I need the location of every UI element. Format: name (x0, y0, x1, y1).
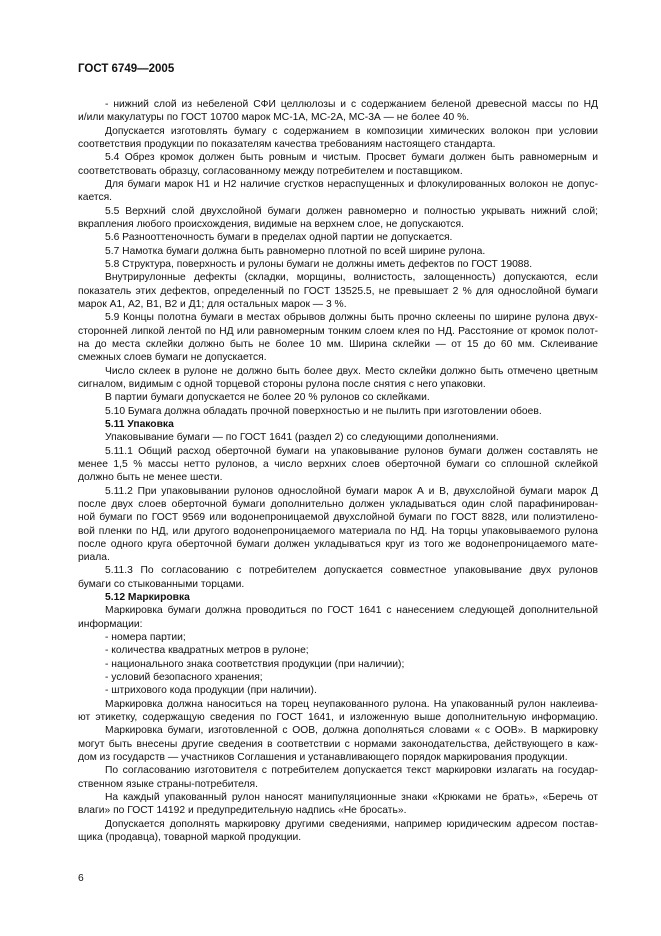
text-line: 5.10 Бумага должна обладать прочной поверхностью и не пылить при изготовлении обоев. (105, 405, 542, 417)
text-line: информации: (78, 618, 143, 630)
text-line: По согласованию изготовителя с потребителем допускается текст маркировки излагать на государ- (105, 765, 598, 777)
paragraph (78, 258, 598, 271)
text-line: сторонней липкой лентой по НД или равномерным тонким слоем клея по НД. Расстояние от кромок полот- (78, 325, 598, 337)
text-line: щика (продавца), товарной маркой продукции. (78, 832, 302, 844)
text-line: и/или макулатуры по ГОСТ 10700 марок МС-1А, МС-2А, МС-3А — не более 40 %. (78, 112, 470, 124)
paragraph (78, 818, 598, 845)
text-line: вкрапления любого происхождения, видимые на верхнем слое, не допускаются. (78, 218, 464, 230)
text-line: Маркировка бумаги, изготовленной с ООВ, должна дополняться словами « с ООВ». В маркировку (105, 725, 598, 737)
text-line: 5.6 Разнооттеночность бумаги в пределах одной партии не допускается. (105, 232, 453, 244)
text-line: дом из государств — участников Соглашения и устанавливающего порядок маркирования продукции. (78, 752, 568, 764)
text-line: влаги» по ГОСТ 14192 и предупредительную надпись «Не бросать». (78, 805, 407, 817)
paragraph (78, 698, 598, 725)
paragraph (78, 405, 598, 418)
text-line: ственном языке страны-потребителя. (78, 778, 258, 790)
document-body (78, 98, 598, 844)
paragraph (78, 658, 598, 671)
text-line: 5.9 Концы полотна бумаги в местах обрывов должны быть прочно склеены по ширине рулона двух- (105, 312, 598, 324)
paragraph (78, 764, 598, 791)
text-line: 5.11.3 По согласованию с потребителем допускается совместное упаковывание двух рулонов (105, 565, 598, 577)
section-heading (78, 591, 598, 604)
text-line: 5.7 Намотка бумаги должна быть равномерно плотной по всей ширине рулона. (105, 245, 486, 257)
text-line: - нижний слой из небеленой СФИ целлюлозы и с содержанием беленой древесной массы по НД (105, 99, 598, 110)
paragraph (78, 631, 598, 644)
paragraph (78, 98, 598, 125)
text-line: Внутрирулонные дефекты (складки, морщины, волнистость, залощенность) допускаются, если (105, 272, 598, 284)
text-line: вой пленки по НД, или другого водонепроницаемого материала по НД. На торцы упаковываемого рулона (78, 525, 598, 537)
text-line: - условий безопасного хранения; (105, 672, 263, 684)
text-line: смежных слоев бумаги не допускается. (78, 352, 267, 364)
paragraph (78, 564, 598, 591)
paragraph (78, 178, 598, 205)
text-line: Упаковывание бумаги — по ГОСТ 1641 (раздел 2) со следующими дополнениями. (105, 432, 499, 444)
paragraph (78, 231, 598, 244)
document-header: ГОСТ 6749—2005 (78, 63, 175, 75)
text-line: - количества квадратных метров в рулоне; (105, 645, 309, 657)
text-line: должно быть не менее шести. (78, 472, 223, 484)
text-line: сигналом, видимым с одной торцевой стороны рулона после снятия с него упаковки. (78, 378, 486, 390)
paragraph (78, 684, 598, 697)
paragraph (78, 644, 598, 657)
paragraph (78, 151, 598, 178)
paragraph (78, 125, 598, 152)
paragraph (78, 311, 598, 364)
paragraph (78, 604, 598, 631)
text-line: 5.4 Обрез кромок должен быть ровным и чистым. Просвет бумаги должен быть равномерным и (105, 152, 598, 164)
text-line: могут быть внесены другие сведения в соответствии с нормами законодательства, действующего в каж- (78, 738, 598, 750)
text-line: 5.11.2 При упаковывании рулонов однослойной бумаги марок А и В, двухслойной бумаги марок Д (105, 485, 598, 497)
text-line: показатель этих дефектов, определенный по ГОСТ 13525.5, не превышает 2 % для однослойной бумаги (78, 285, 598, 297)
text-line: ной бумаги по ГОСТ 9569 или водонепроницаемой двухслойной бумаги по ГОСТ 8828, или полиэтилено- (78, 512, 598, 524)
paragraph (78, 391, 598, 404)
text-line: На каждый упакованный рулон наносят манипуляционные знаки «Крюками не брать», «Беречь от (105, 792, 598, 804)
paragraph (78, 485, 598, 565)
text-line: 5.11 Упаковка (105, 418, 174, 430)
text-line: после одного круга оберточной бумаги должен укладываться круг из того же водонепроницаемого мате- (78, 538, 598, 550)
text-line: марок А1, А2, В1, В2 и Д1; для остальных марок — 3 %. (78, 298, 347, 310)
text-line: риала. (78, 552, 110, 564)
text-line: - номера партии; (105, 632, 186, 644)
text-line: Маркировка должна наноситься на торец неупакованного рулона. На упакованный рулон наклеива- (105, 698, 598, 710)
text-line: бумаги со стыкованными торцами. (78, 578, 245, 590)
text-line: - штрихового кода продукции (при наличии). (105, 685, 317, 697)
text-line: - национального знака соответствия продукции (при наличии); (105, 658, 405, 670)
text-line: 5.12 Маркировка (105, 592, 190, 604)
text-line: В партии бумаги допускается не более 20 % рулонов со склейками. (105, 392, 430, 404)
text-line: Для бумаги марок Н1 и Н2 наличие сгустков нераспущенных и флокулированных волокон не допус- (105, 178, 598, 190)
text-line: Допускается дополнять маркировку другими сведениями, например юридическим адресом постав- (105, 818, 598, 830)
text-line: ют этикетку, содержащую сведения по ГОСТ 1641, и изложенную выше дополнительную информацию. (78, 712, 598, 724)
text-line: Маркировка бумаги должна проводиться по ГОСТ 1641 с нанесением следующей дополнительной (105, 605, 598, 617)
text-line: Число склеек в рулоне не должно быть более двух. Место склейки должно быть отмечено цветным (105, 365, 598, 377)
text-line: 5.11.1 Общий расход оберточной бумаги на упаковывание рулонов бумаги должен составлять не (105, 445, 598, 457)
paragraph (78, 791, 598, 818)
paragraph (78, 365, 598, 392)
paragraph (78, 724, 598, 764)
text-line: Допускается изготовлять бумагу с содержанием в композиции химических волокон при условии (105, 125, 598, 137)
text-line: на до места склейки должно быть не более 10 мм. Ширина склейки — от 15 до 60 мм. Склеивание (78, 338, 598, 350)
section-heading (78, 418, 598, 431)
text-line: 5.8 Структура, поверхность и рулоны бумаги не должны иметь дефектов по ГОСТ 19088. (105, 258, 533, 270)
text-line: 5.5 Верхний слой двухслойной бумаги должен равномерно и полностью укрывать нижний слой; (105, 205, 598, 217)
paragraph (78, 431, 598, 444)
paragraph (78, 271, 598, 311)
paragraph (78, 671, 598, 684)
text-line: после двух слоев оберточной бумаги дополнительно должен укладываться один слой парафинирован- (78, 498, 598, 510)
text-line: соответствовать образцу, согласованному между потребителем и поставщиком. (78, 165, 463, 177)
paragraph (78, 205, 598, 232)
paragraph (78, 245, 598, 258)
paragraph (78, 445, 598, 485)
text-line: соответствия продукции по показателям качества требованиям настоящего стандарта. (78, 138, 496, 150)
text-line: менее 1,5 % массы нетто рулонов, а число верхних слоев оберточной бумаги со сплошной склейкой (78, 458, 598, 470)
text-line: кается. (78, 192, 113, 204)
page-number: 6 (78, 873, 84, 884)
